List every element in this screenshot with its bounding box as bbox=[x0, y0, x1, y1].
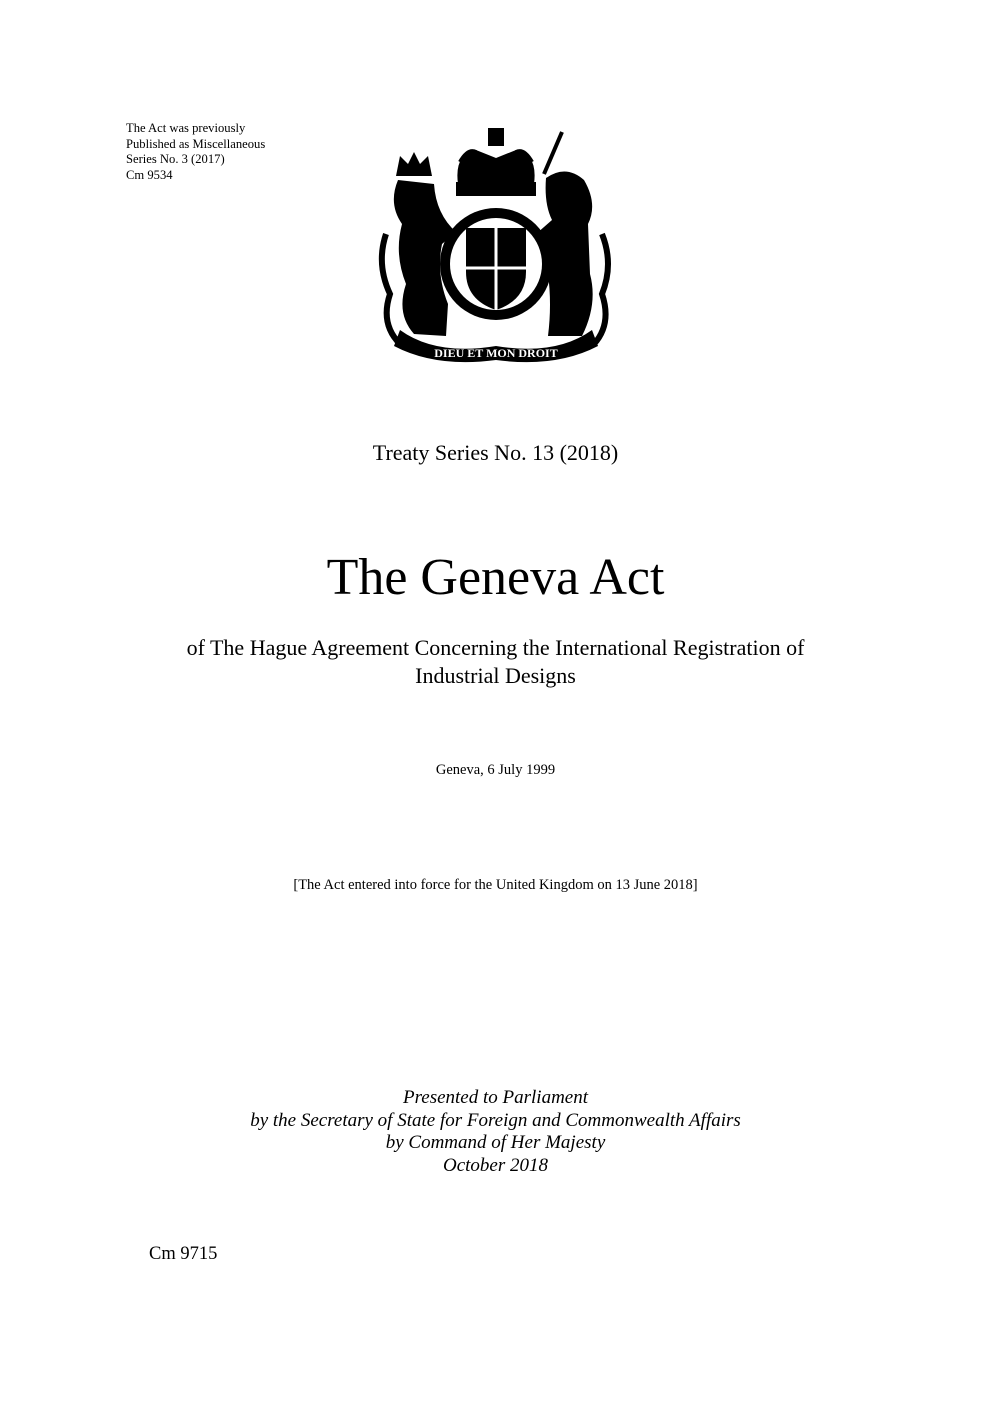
note-line: Series No. 3 (2017) bbox=[126, 152, 225, 166]
svg-text:DIEU ET MON DROIT: DIEU ET MON DROIT bbox=[434, 346, 558, 360]
document-title: The Geneva Act bbox=[326, 549, 665, 606]
crown-icon bbox=[456, 128, 536, 196]
presented-line: October 2018 bbox=[442, 1154, 548, 1176]
treaty-series-number: Treaty Series No. 13 (2018) bbox=[372, 440, 619, 465]
presented-line: by Command of Her Majesty bbox=[385, 1132, 606, 1153]
note-line: The Act was previously bbox=[126, 121, 246, 135]
entry-into-force-note: [The Act entered into force for the United Kingdom on 13 June 2018] bbox=[293, 877, 698, 893]
note-line: Cm 9534 bbox=[126, 167, 173, 182]
presented-line: by the Secretary of State for Foreign and Commonwealth Affairs bbox=[250, 1109, 741, 1131]
royal-coat-of-arms-icon bbox=[376, 124, 616, 364]
previous-publication-note bbox=[126, 121, 265, 183]
subtitle-line: Industrial Designs bbox=[415, 663, 576, 688]
document-subtitle bbox=[0, 634, 991, 690]
place-and-date: Geneva, 6 July 1999 bbox=[435, 762, 556, 778]
presentation-statement bbox=[0, 1087, 991, 1177]
note-line: Published as Miscellaneous bbox=[126, 136, 266, 151]
subtitle-line: of The Hague Agreement Concerning the International Registration of bbox=[186, 635, 805, 660]
presented-line: Presented to Parliament bbox=[402, 1087, 589, 1108]
command-paper-number: Cm 9715 bbox=[149, 1244, 218, 1264]
